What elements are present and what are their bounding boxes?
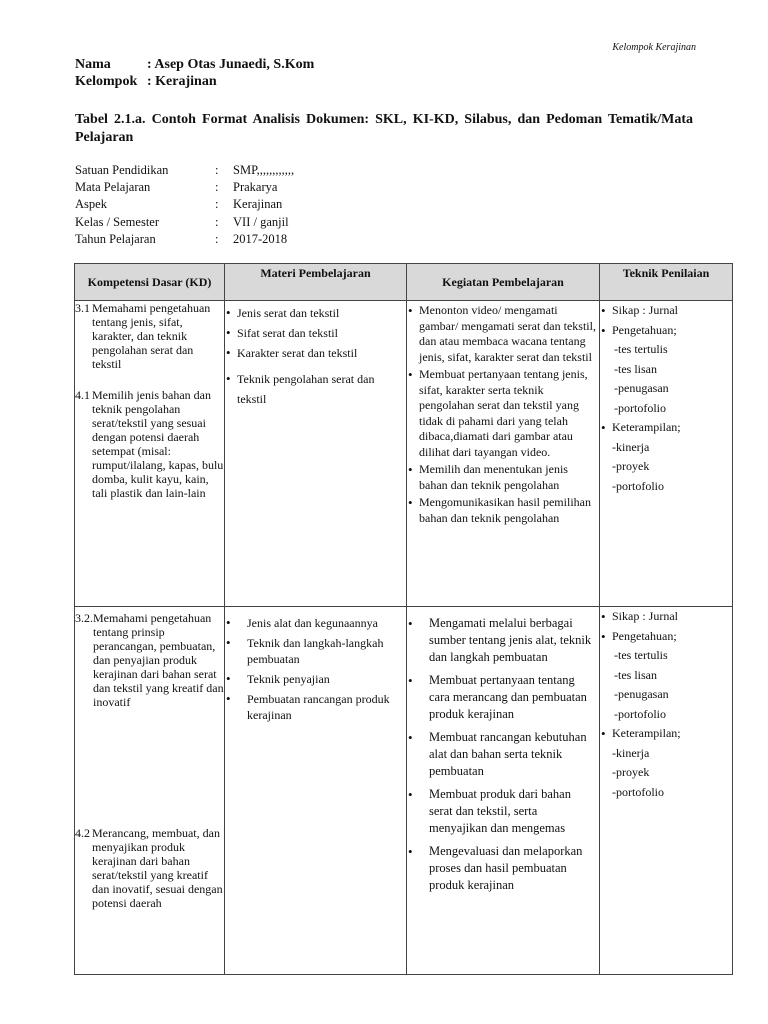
list-item: • Membuat produk dari bahan serat dan tekstil, serta menyajikan dan mengemas	[407, 786, 597, 837]
table-title: Tabel 2.1.a. Contoh Format Analisis Dokumen: SKL, KI-KD, Silabus, dan Pedoman Tematik/Mata Pelajaran	[75, 112, 693, 145]
nama-label: Nama	[75, 57, 111, 72]
teknik-list	[600, 301, 732, 340]
list-item: • Teknik dan langkah-langkah pembuatan	[225, 635, 402, 667]
kegiatan-cell	[407, 301, 600, 607]
teknik-list	[600, 607, 732, 646]
identity-kelompok-row	[75, 73, 314, 90]
assessment-item: -portofolio	[614, 400, 666, 415]
nama-value: : Asep Otas Junaedi, S.Kom	[147, 57, 315, 72]
materi-cell	[225, 301, 407, 607]
teknik-cell	[600, 301, 733, 607]
kelompok-label: Kelompok	[75, 74, 138, 89]
meta-row	[75, 214, 294, 231]
list-item: • Menonton video/ mengamati gambar/ mengamati serat dan tekstil, dan atau membaca wacana tentang jenis, sifat, karakter serat dan tekstil	[407, 303, 597, 365]
assessment-item: -penugasan	[614, 381, 669, 395]
list-item: • Mengamati melalui berbagai sumber tentang jenis alat, teknik dan langkah pembuatan	[407, 615, 597, 666]
assessment-item: -penugasan	[614, 687, 669, 701]
kd-cell	[75, 301, 225, 607]
meta-row	[75, 196, 294, 213]
list-item: • Membuat pertanyaan tentang cara merancang dan pembuatan produk kerajinan	[407, 672, 597, 723]
meta-key: Kelas / Semester	[75, 214, 160, 229]
analysis-table	[74, 263, 733, 975]
materi-list	[225, 615, 402, 723]
materi-list	[225, 303, 402, 409]
list-item: • Mengevaluasi dan melaporkan proses dan hasil pembuatan produk kerajinan	[407, 843, 597, 894]
header-materi: Materi Pembelajaran	[225, 264, 407, 301]
meta-colon: :	[215, 163, 219, 177]
list-item: • Jenis serat dan tekstil	[225, 303, 402, 323]
meta-colon: :	[215, 214, 219, 229]
teknik-list	[600, 418, 732, 438]
kegiatan-cell	[407, 607, 600, 975]
assessment-item: -portofolio	[612, 784, 664, 799]
meta-row	[75, 231, 294, 248]
list-item: • Jenis alat dan kegunaannya	[225, 615, 402, 631]
assessment-item: -tes tertulis	[614, 342, 668, 356]
kd-item	[75, 301, 224, 371]
meta-value: 2017-2018	[233, 231, 288, 246]
assessment-item: -tes lisan	[614, 667, 657, 682]
list-item: • Pembuatan rancangan produk kerajinan	[225, 691, 402, 723]
table-header-row	[75, 264, 733, 301]
meta-key: Aspek	[75, 197, 107, 212]
materi-cell	[225, 607, 407, 975]
meta-key: Tahun Pelajaran	[75, 231, 156, 246]
assessment-item: -portofolio	[612, 478, 664, 493]
kelompok-value: : Kerajinan	[147, 74, 217, 89]
list-item: • Sifat serat dan tekstil	[225, 323, 402, 343]
list-item: • Memilih dan menentukan jenis bahan dan teknik pengolahan	[407, 462, 597, 493]
kd-text: Merancang, membuat, dan menyajikan produk kerajinan dari bahan serat/tekstil yang kreatif dan inovatif, sesuai dengan potensi daerah	[92, 826, 223, 910]
kd-number: 3.2.	[75, 611, 93, 625]
kegiatan-list	[407, 615, 597, 894]
meta-value: SMP,,,,,,,,,,,,	[233, 163, 295, 177]
meta-key: Mata Pelajaran	[75, 180, 151, 195]
kegiatan-list	[407, 303, 597, 526]
teknik-list	[600, 724, 732, 744]
kd-text: Memahami pengetahuan tentang prinsip perancangan, pembuatan, dan penyajian produk kerajinan dari bahan serat dan tekstil yang kreatif dan inovatif	[93, 611, 224, 709]
list-item: • Membuat rancangan kebutuhan alat dan bahan serta teknik pembuatan	[407, 729, 597, 780]
list-item: • Pengetahuan;	[600, 321, 732, 341]
list-item: • Sikap : Jurnal	[600, 301, 732, 321]
list-item: • Keterampilan;	[600, 724, 732, 744]
kd-number: 4.2	[75, 826, 90, 840]
table-row	[75, 607, 733, 975]
identity-nama-row	[75, 56, 314, 73]
meta-key: Satuan Pendidikan	[75, 163, 169, 177]
header-kegiatan: Kegiatan Pembelajaran	[407, 264, 600, 301]
kd-number: 4.1	[75, 388, 90, 402]
list-item: • Membuat pertanyaan tentang jenis, sifat, karakter serta teknik pengolahan serat dan tekstil yang tidak di pahami dari yang telah dibaca,diamati dari gambar atau dilihat dari tayangan video.	[407, 367, 597, 460]
list-item: • Sikap : Jurnal	[600, 607, 732, 627]
assessment-item: -proyek	[612, 765, 650, 779]
meta-block	[75, 162, 294, 248]
header-group-label: Kelompok Kerajinan	[612, 42, 696, 53]
assessment-item: -kinerja	[612, 439, 650, 454]
table-row	[75, 301, 733, 607]
kd-item	[75, 611, 224, 709]
meta-row	[75, 162, 294, 179]
list-item: • Pengetahuan;	[600, 627, 732, 647]
meta-value: Kerajinan	[233, 197, 283, 212]
kd-text: Memilih jenis bahan dan teknik pengolahan serat/tekstil yang sesuai dengan potensi daerah setempat (misal: rumput/ilalang, kapas, bulu domba, kulit kayu, kain, tali plastik dan lain-lain	[92, 388, 224, 500]
meta-value: Prakarya	[233, 180, 278, 195]
list-item: • Keterampilan;	[600, 418, 732, 438]
list-item: • Teknik pengolahan serat dan tekstil	[225, 369, 402, 409]
meta-value: VII / ganjil	[233, 214, 289, 229]
assessment-item: -tes tertulis	[614, 648, 668, 662]
kd-number: 3.1	[75, 301, 90, 315]
header-kd: Kompetensi Dasar (KD)	[75, 264, 225, 301]
list-item: • Teknik penyajian	[225, 671, 402, 687]
assessment-item: -proyek	[612, 459, 650, 473]
kd-cell	[75, 607, 225, 975]
kd-item	[75, 388, 224, 500]
meta-row	[75, 179, 294, 196]
list-item: • Mengomunikasikan hasil pemilihan bahan dan teknik pengolahan	[407, 495, 597, 526]
meta-colon: :	[215, 180, 219, 195]
teknik-cell	[600, 607, 733, 975]
assessment-item: -portofolio	[614, 706, 666, 721]
assessment-item: -kinerja	[612, 745, 650, 760]
kd-text: Memahami pengetahuan tentang jenis, sifat, karakter, dan teknik pengolahan serat dan tekstil	[92, 301, 211, 371]
identity-block	[75, 56, 314, 90]
assessment-item: -tes lisan	[614, 361, 657, 376]
header-teknik: Teknik Penilaian	[600, 264, 733, 301]
meta-colon: :	[215, 197, 219, 212]
meta-colon: :	[215, 231, 219, 246]
list-item: • Karakter serat dan tekstil	[225, 343, 402, 363]
kd-item	[75, 826, 224, 910]
